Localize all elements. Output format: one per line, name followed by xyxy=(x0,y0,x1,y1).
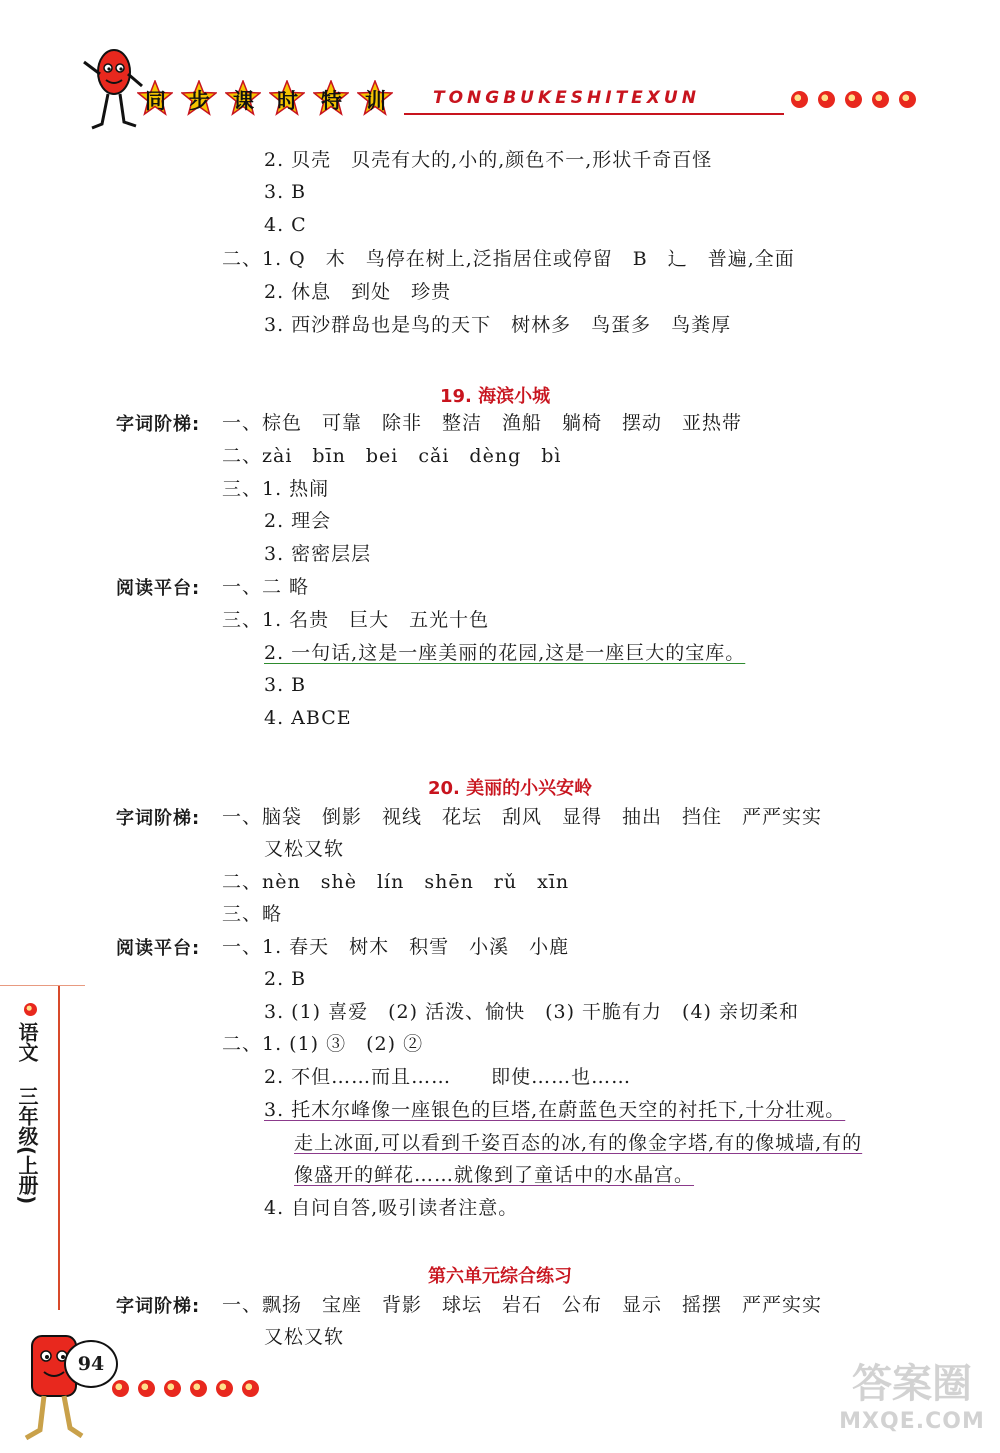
answer-line: 又松又软 xyxy=(264,1326,345,1348)
answer-line: 一、脑袋 倒影 视线 花坛 刮风 显得 抽出 挡住 严严实实 xyxy=(222,806,823,828)
answer-line: 3. 密密层层 xyxy=(264,543,372,565)
answer-line: 4. ABCE xyxy=(264,707,352,729)
answer-line: 4. 自问自答,吸引读者注意。 xyxy=(264,1197,519,1219)
answer-line: 像盛开的鲜花……就像到了童话中的水晶宫。 xyxy=(294,1164,695,1186)
answer-line: 二、zài bīn bei cǎi dèng bì xyxy=(222,445,562,467)
header-pinyin: TONGBUKESHITEXUN xyxy=(433,88,700,108)
answer-line: 三、略 xyxy=(222,903,283,925)
answer-line: 一、飘扬 宝座 背影 球坛 岩石 公布 显示 摇摆 严严实实 xyxy=(222,1294,823,1316)
decor-dot xyxy=(138,1380,155,1397)
watermark xyxy=(832,1360,992,1450)
decor-dot xyxy=(818,91,835,108)
answer-line: 3. 托木尔峰像一座银色的巨塔,在蔚蓝色天空的衬托下,十分壮观。 xyxy=(264,1099,846,1121)
page-number: 94 xyxy=(77,1353,105,1375)
answer-line: 三、1. 热闹 xyxy=(222,478,330,500)
header-title-char: 同 xyxy=(145,89,166,113)
decor-dot xyxy=(190,1380,207,1397)
decor-dot xyxy=(899,91,916,108)
answer-line: 3. 西沙群岛也是鸟的天下 树林多 鸟蛋多 鸟粪厚 xyxy=(264,314,732,336)
answer-line: 3. B xyxy=(264,181,307,203)
lesson-20-title: 20. 美丽的小兴安岭 xyxy=(428,778,593,799)
header-title-char: 训 xyxy=(365,89,386,113)
section-label: 阅读平台: xyxy=(116,578,201,599)
sidebar-subject: 语文 xyxy=(15,1022,39,1062)
decor-dot xyxy=(164,1380,181,1397)
decor-dot xyxy=(242,1380,259,1397)
section-label: 字词阶梯: xyxy=(116,808,201,829)
sidebar-rule xyxy=(58,985,60,1310)
watermark-logo: 答案圈 xyxy=(852,1361,972,1407)
answer-line: 一、二 略 xyxy=(222,576,310,598)
watermark-url: MXQE.COM xyxy=(839,1409,985,1434)
answer-line: 一、棕色 可靠 除非 整洁 渔船 躺椅 摆动 亚热带 xyxy=(222,412,743,434)
answer-line: 2. 贝壳 贝壳有大的,小的,颜色不一,形状千奇百怪 xyxy=(264,149,713,171)
decor-dot xyxy=(112,1380,129,1397)
lesson-19-title: 19. 海滨小城 xyxy=(440,386,551,407)
header-title-char: 课 xyxy=(233,89,254,113)
answer-line: 2. B xyxy=(264,968,307,990)
answer-line: 走上冰面,可以看到千姿百态的冰,有的像金字塔,有的像城墙,有的 xyxy=(294,1132,863,1154)
decor-dot xyxy=(216,1380,233,1397)
header-title-char: 时 xyxy=(277,89,298,113)
section-label: 阅读平台: xyxy=(116,938,201,959)
answer-line: 4. C xyxy=(264,214,307,236)
sidebar-grade: 三年级(上册) xyxy=(15,1086,39,1205)
answer-line: 二、1. Q 木 鸟停在树上,泛指居住或停留 B 辶 普遍,全面 xyxy=(222,248,795,270)
header-title-char: 特 xyxy=(321,89,342,113)
decor-dot xyxy=(791,91,808,108)
unit-6-title: 第六单元综合练习 xyxy=(428,1266,572,1287)
answer-line: 2. 休息 到处 珍贵 xyxy=(264,281,452,303)
answer-line: 一、1. 春天 树木 积雪 小溪 小鹿 xyxy=(222,936,570,958)
decor-dot xyxy=(845,91,862,108)
section-label: 字词阶梯: xyxy=(116,414,201,435)
answer-line: 又松又软 xyxy=(264,838,345,860)
decor-dot xyxy=(872,91,889,108)
page-number-badge xyxy=(64,1340,118,1388)
answer-line: 二、1. (1) ③ (2) ② xyxy=(222,1033,424,1055)
section-label: 字词阶梯: xyxy=(116,1296,201,1317)
answer-line: 2. 一句话,这是一座美丽的花园,这是一座巨大的宝库。 xyxy=(264,642,746,664)
header xyxy=(0,0,1000,140)
sidebar-rule-top xyxy=(0,985,85,986)
answer-line: 2. 不但……而且…… 即使……也…… xyxy=(264,1066,632,1088)
answer-line: 三、1. 名贵 巨大 五光十色 xyxy=(222,609,490,631)
sidebar-dot xyxy=(24,1003,37,1016)
answer-line: 3. B xyxy=(264,674,307,696)
answer-line: 2. 理会 xyxy=(264,510,332,532)
answer-line: 二、nèn shè lín shēn rǔ xīn xyxy=(222,871,570,893)
header-title-char: 步 xyxy=(189,89,210,113)
header-rule xyxy=(404,113,784,115)
answer-line: 3. (1) 喜爱 (2) 活泼、愉快 (3) 干脆有力 (4) 亲切柔和 xyxy=(264,1001,799,1023)
